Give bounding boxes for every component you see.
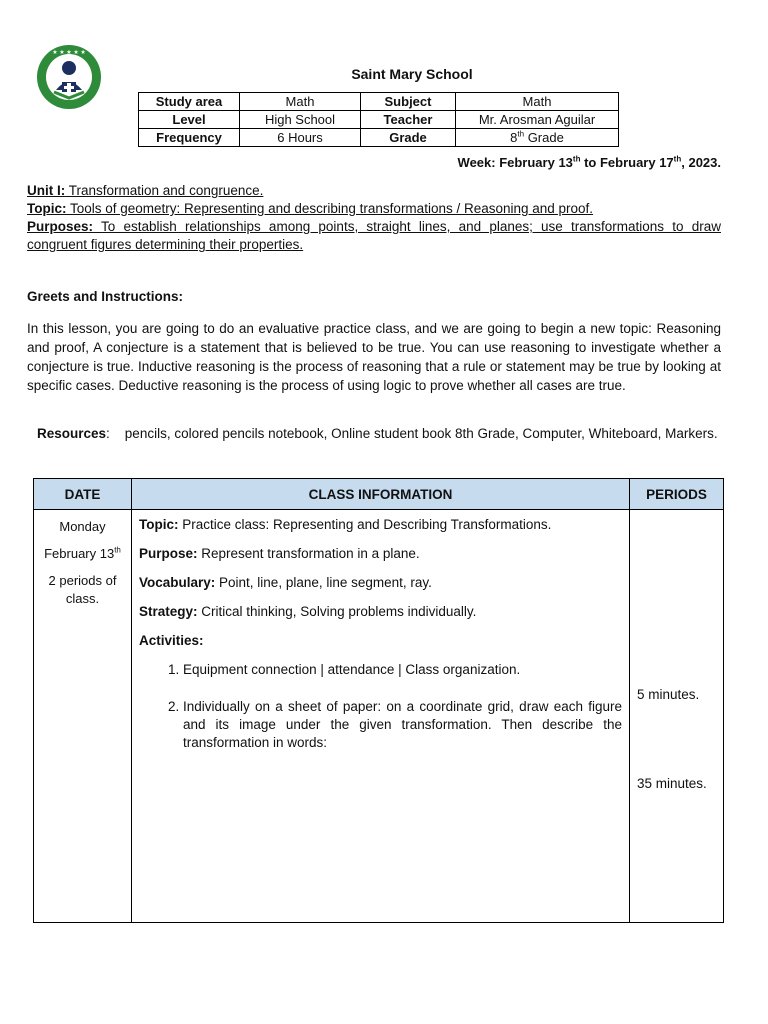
- subject-value: Math: [456, 93, 619, 111]
- resources-line: Resources: pencils, colored pencils notebook, Online student book 8th Grade, Computer, Whiteboard, Markers.: [37, 426, 718, 441]
- unit-block: [27, 182, 721, 254]
- periods-count: 2 periods of class.: [48, 573, 117, 606]
- study-area-label: Study area: [139, 93, 240, 111]
- purposes-line: Purposes: To establish relationships among points, straight lines, and planes; use transformations to draw congruent figures determining their properties.: [27, 219, 721, 252]
- purpose-row: Purpose: Represent transformation in a plane.: [139, 546, 420, 561]
- strategy-row: Strategy: Critical thinking, Solving problems individually.: [139, 604, 477, 619]
- activity-item: 1. Equipment connection | attendance | Class organization.: [183, 661, 622, 679]
- subject-label: Subject: [361, 93, 456, 111]
- vocabulary-row: Vocabulary: Point, line, plane, line segment, ray.: [139, 575, 432, 590]
- activities-heading: Activities:: [139, 633, 204, 648]
- schedule-table: [33, 478, 724, 923]
- grade-label: Grade: [361, 129, 456, 147]
- course-info-table: [138, 92, 619, 147]
- week-range: Week: February 13th to February 17th, 2023.: [457, 154, 721, 170]
- date-cell: [34, 510, 132, 923]
- activities-list: [139, 661, 622, 752]
- lesson-paragraph: In this lesson, you are going to do an evaluative practice class, and we are going to begin a new topic: Reasoning and proof, A conjecture is a statement that is believed to be true. You can use reasoning to investigate whether a conjecture is true. Inductive reasoning is the process of reasoning that a rule or statement may be true by looking at specific cases. Deductive reasoning is the process of using logic to prove whether all cases are true.: [27, 321, 721, 393]
- topic-row: Topic: Practice class: Representing and Describing Transformations.: [139, 517, 552, 532]
- frequency-label: Frequency: [139, 129, 240, 147]
- class-info-header: CLASS INFORMATION: [132, 479, 630, 510]
- grade-value: 8th Grade: [456, 129, 619, 147]
- frequency-value: 6 Hours: [240, 129, 361, 147]
- level-label: Level: [139, 111, 240, 129]
- unit-line: Unit I: Transformation and congruence.: [27, 183, 264, 198]
- day-name: Monday: [59, 519, 106, 534]
- teacher-label: Teacher: [361, 111, 456, 129]
- topic-line: Topic: Tools of geometry: Representing and describing transformations / Reasoning and proof.: [27, 201, 594, 216]
- school-name: Saint Mary School: [351, 66, 473, 82]
- periods-cell: [630, 510, 724, 923]
- study-area-value: Math: [240, 93, 361, 111]
- activity-time: 5 minutes.: [637, 687, 700, 702]
- level-value: High School: [240, 111, 361, 129]
- class-info-cell: [132, 510, 630, 923]
- activity-time: 35 minutes.: [637, 776, 707, 791]
- svg-text:★ ★ ★ ★ ★: ★ ★ ★ ★ ★: [52, 50, 86, 56]
- date-value: February 13th: [44, 545, 121, 561]
- date-header: DATE: [34, 479, 132, 510]
- periods-header: PERIODS: [630, 479, 724, 510]
- greets-heading: Greets and Instructions:: [27, 289, 184, 304]
- teacher-value: Mr. Arosman Aguilar: [456, 111, 619, 129]
- activity-item: 2. Individually on a sheet of paper: on a coordinate grid, draw each figure and its image under the given transformation. Then describe the transformation in words:: [183, 698, 622, 752]
